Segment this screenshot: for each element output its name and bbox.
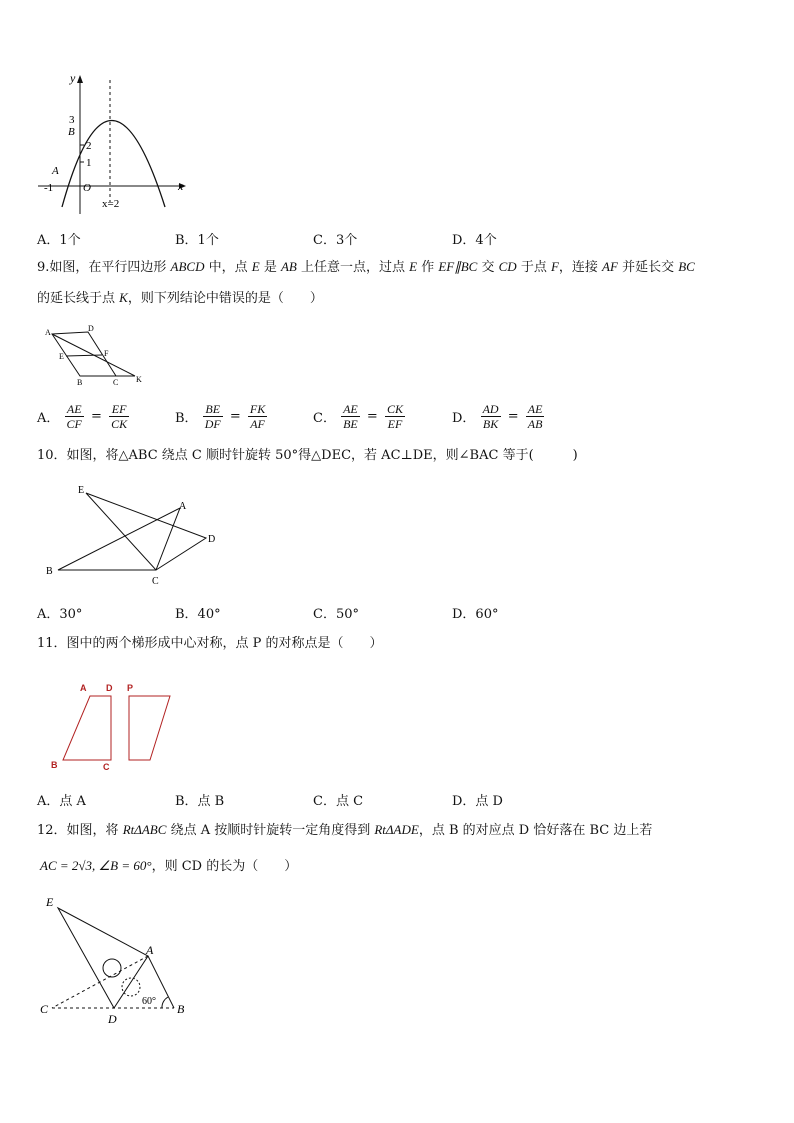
parabola-graph: [30, 68, 200, 218]
axis-y-label: y: [70, 71, 76, 85]
angle-b-label: 60°: [142, 996, 156, 1007]
label-d: D: [108, 1012, 117, 1026]
label-a: A: [179, 501, 187, 512]
symmetry-line-label: x=2: [102, 198, 120, 210]
q12-question-line2: AC = 2√3, ∠B = 60°，则 CD 的长为（ ）: [40, 858, 298, 874]
incircle-solid: [103, 959, 121, 977]
line-ef: [66, 355, 102, 356]
q9-question-line2: 的延长线于点 K，则下列结论中错误的是（ ）: [37, 290, 323, 306]
q8-option-d[interactable]: D．4个: [452, 233, 497, 248]
fraction: $\frac{EF}{CK}$: [111, 402, 128, 431]
incircle-dashed: [122, 978, 140, 996]
q9-question-line1: 9.如图，在平行四边形 ABCD 中，点 E 是 AB 上任意一点，过点 E 作 EF∥BC 交 CD 于点 F，连接 AF 并延长交 BC: [37, 259, 695, 275]
q11-option-d[interactable]: D．点 D: [452, 794, 503, 809]
triangle-dec: [86, 493, 206, 570]
fraction: $\frac{AE}{CF}$: [66, 402, 82, 431]
tick-2-label: 2: [86, 140, 92, 152]
tick-1-label: 1: [86, 157, 92, 169]
angle-b-arc: [162, 997, 168, 1008]
fraction: $\frac{FK}{AF}$: [249, 402, 266, 431]
label-b: B: [46, 566, 53, 577]
label-e: E: [78, 485, 85, 496]
line-ac-dashed: [52, 956, 148, 1008]
label-d: D: [208, 534, 216, 545]
trapezoid-abcd: [63, 696, 111, 760]
q11-option-a[interactable]: A．点 A: [37, 794, 86, 809]
q10-option-b[interactable]: B．40°: [175, 607, 221, 622]
tick-neg1-label: -1: [44, 182, 54, 194]
q9-figure: [40, 322, 160, 386]
label-d: D: [106, 683, 113, 693]
q10-option-a[interactable]: A．30°: [37, 607, 83, 622]
label-k: K: [136, 375, 142, 384]
fraction: $\frac{CK}{EF}$: [386, 402, 403, 431]
label-e: E: [59, 352, 64, 361]
q10-option-d[interactable]: D．60°: [452, 607, 499, 622]
label-e: E: [46, 895, 54, 909]
label-c: C: [152, 576, 159, 587]
origin-label: O: [83, 182, 91, 194]
q9-option-b[interactable]: B． $\frac{BE}{DF}$ = $\frac{FK}{AF}$: [175, 402, 266, 431]
q11-figure: [45, 676, 185, 776]
triangle-ade: [58, 908, 148, 1008]
q10-option-c[interactable]: C．50°: [313, 607, 359, 622]
tick-3-label: 3: [69, 114, 75, 126]
axis-x-label: x: [178, 179, 184, 193]
label-c: C: [103, 762, 110, 772]
label-a: A: [45, 328, 51, 337]
q11-option-c[interactable]: C．点 C: [313, 794, 364, 809]
parabola-curve: [62, 121, 165, 208]
y-axis-arrow: [77, 75, 83, 83]
label-b: B: [177, 1002, 185, 1016]
q8-option-a[interactable]: A．1个: [37, 233, 81, 248]
point-a-label: A: [52, 165, 59, 177]
label-c: C: [113, 378, 119, 386]
label-f: F: [104, 349, 109, 358]
label-p: P: [127, 683, 134, 693]
label-a: A: [146, 943, 154, 957]
q12-question-line1: 12．如图，将 RtΔABC 绕点 A 按顺时针旋转一定角度得到 RtΔADE，点 B 的对应点 D 恰好落在 BC 边上若: [37, 822, 653, 838]
q11-question: 11．图中的两个梯形成中心对称，点 P 的对称点是（ ）: [37, 636, 383, 651]
label-d: D: [88, 324, 94, 333]
label-c: C: [40, 1002, 49, 1016]
fraction: $\frac{AE}{BE}$: [343, 402, 358, 431]
label-b: B: [51, 760, 58, 770]
fraction: $\frac{BE}{DF}$: [204, 402, 221, 431]
q10-figure: [40, 480, 230, 590]
trapezoid-p: [129, 696, 170, 760]
label-b: B: [77, 378, 83, 386]
label-a: A: [80, 683, 87, 693]
q10-question: 10．如图，将△ABC 绕点 C 顺时针旋转 50°得△DEC，若 AC⊥DE，则∠BAC 等于( ): [37, 448, 578, 463]
q9-option-d[interactable]: D． $\frac{AD}{BK}$ = $\frac{AE}{AB}$: [452, 402, 543, 431]
fraction: $\frac{AD}{BK}$: [482, 402, 499, 431]
triangle-abc: [58, 508, 180, 570]
q8-option-b[interactable]: B．1个: [175, 233, 219, 248]
point-b-label: B: [68, 126, 75, 138]
q11-option-b[interactable]: B．点 B: [175, 794, 225, 809]
q8-option-c[interactable]: C．3个: [313, 233, 358, 248]
q9-option-c[interactable]: C． $\frac{AE}{BE}$ = $\frac{CK}{EF}$: [313, 402, 403, 431]
fraction: $\frac{AE}{AB}$: [527, 402, 543, 431]
q9-option-a[interactable]: A． $\frac{AE}{CF}$ = $\frac{EF}{CK}$: [37, 402, 128, 431]
q12-figure: [36, 890, 196, 1030]
